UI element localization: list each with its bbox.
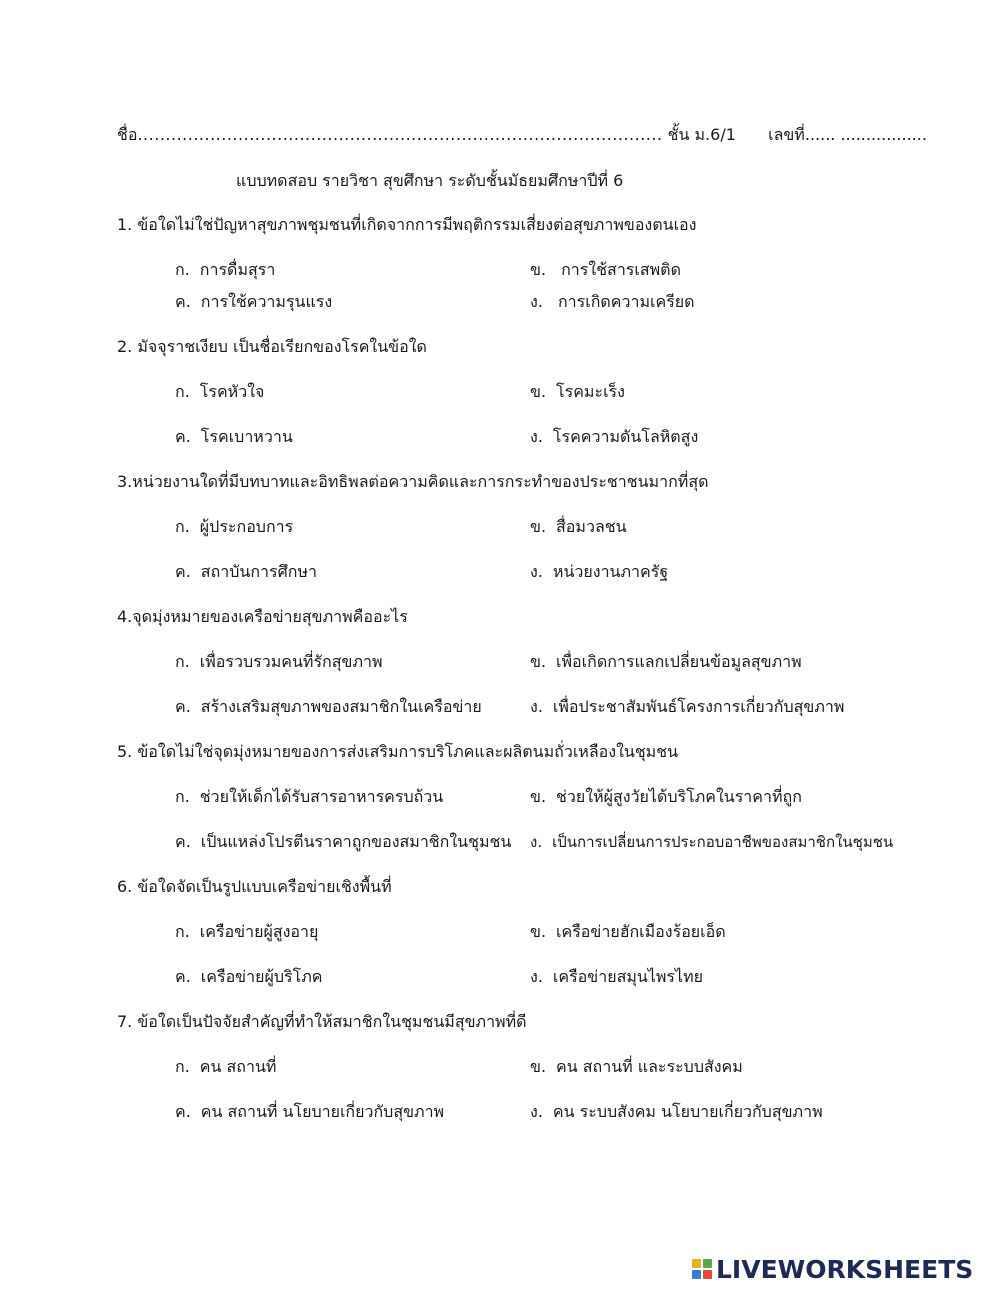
option-letter: ง. bbox=[530, 427, 543, 446]
option-text: สื่อมวลชน bbox=[556, 517, 627, 536]
option-text: คน สถานที่ bbox=[199, 1057, 277, 1076]
question-3-option-d[interactable] bbox=[530, 561, 668, 583]
option-letter: ก. bbox=[175, 517, 190, 536]
question-6-option-a[interactable] bbox=[175, 921, 318, 943]
option-text: โรคความดันโลหิตสูง bbox=[552, 427, 699, 446]
question-3: 3.หน่วยงานใดที่มีบทบาทและอิทธิพลต่อความคิดและการกระทำของประชาชนมากที่สุด bbox=[117, 472, 709, 491]
option-text: เป็นแหล่งโปรตีนราคาถูกของสมาชิกในชุมชน bbox=[200, 832, 512, 851]
logo-square bbox=[692, 1259, 701, 1268]
question-6-option-b[interactable] bbox=[530, 921, 726, 943]
class-label: ชั้น ม.6/1 bbox=[667, 125, 736, 144]
option-letter: ข. bbox=[530, 1057, 547, 1076]
question-7-option-c[interactable] bbox=[175, 1101, 444, 1123]
question-1: 1. ข้อใดไม่ใช่ปัญหาสุขภาพชุมชนที่เกิดจากการมีพฤติกรรมเสี่ยงต่อสุขภาพของตนเอง bbox=[117, 215, 697, 234]
question-6: 6. ข้อใดจัดเป็นรูปแบบเครือข่ายเชิงพื้นที่ bbox=[117, 877, 392, 896]
option-letter: ง. bbox=[530, 697, 543, 716]
option-text: โรคหัวใจ bbox=[199, 382, 265, 401]
liveworksheets-logo-icon bbox=[692, 1259, 712, 1279]
question-3-option-a[interactable] bbox=[175, 516, 293, 538]
question-5-option-c[interactable] bbox=[175, 831, 511, 853]
option-text: การใช้สารเสพติด bbox=[556, 260, 681, 279]
option-letter: ก. bbox=[175, 652, 190, 671]
logo-square bbox=[703, 1259, 712, 1268]
option-text: เครือข่ายผู้บริโภค bbox=[200, 967, 323, 986]
question-4-option-d[interactable] bbox=[530, 696, 844, 718]
student-info-line bbox=[117, 124, 927, 146]
option-letter: ค. bbox=[175, 427, 191, 446]
option-text: เพื่อเกิดการแลกเปลี่ยนข้อมูลสุขภาพ bbox=[556, 652, 802, 671]
logo-square bbox=[703, 1270, 712, 1279]
question-3-option-c[interactable] bbox=[175, 561, 317, 583]
option-text: คน ระบบสังคม นโยบายเกี่ยวกับสุขภาพ bbox=[552, 1102, 823, 1121]
logo-text: LIVEWORKSHEETS bbox=[716, 1254, 974, 1284]
option-text: ช่วยให้ผู้สูงวัยได้บริโภคในราคาที่ถูก bbox=[556, 787, 802, 806]
question-5-option-a[interactable] bbox=[175, 786, 443, 808]
option-letter: ค. bbox=[175, 1102, 191, 1121]
question-4-option-b[interactable] bbox=[530, 651, 802, 673]
option-text: ผู้ประกอบการ bbox=[199, 517, 294, 536]
question-4-option-a[interactable] bbox=[175, 651, 383, 673]
option-letter: ง. bbox=[530, 562, 543, 581]
question-7: 7. ข้อใดเป็นปัจจัยสำคัญที่ทำให้สมาชิกในชุมชนมีสุขภาพที่ดี bbox=[117, 1012, 527, 1031]
option-text: สถาบันการศึกษา bbox=[200, 562, 317, 581]
question-3-option-b[interactable] bbox=[530, 516, 627, 538]
option-letter: ก. bbox=[175, 1057, 190, 1076]
option-letter: ง. bbox=[530, 1102, 543, 1121]
option-text: เครือข่ายผู้สูงอายุ bbox=[199, 922, 319, 941]
option-text: คน สถานที่ นโยบายเกี่ยวกับสุขภาพ bbox=[200, 1102, 445, 1121]
option-text: เพื่อประชาสัมพันธ์โครงการเกี่ยวกับสุขภาพ bbox=[552, 697, 845, 716]
option-letter: ก. bbox=[175, 260, 190, 279]
question-5-option-d[interactable] bbox=[530, 831, 893, 853]
option-letter: ข. bbox=[530, 922, 547, 941]
question-1-option-a[interactable] bbox=[175, 259, 275, 281]
option-letter: ง. bbox=[530, 833, 543, 851]
option-text: เป็นการเปลี่ยนการประกอบอาชีพของสมาชิกในชุมชน bbox=[552, 833, 894, 851]
option-letter: ข. bbox=[530, 517, 547, 536]
question-2: 2. มัจจุราชเงียบ เป็นชื่อเรียกของโรคในข้อใด bbox=[117, 337, 427, 356]
question-6-option-d[interactable] bbox=[530, 966, 703, 988]
option-letter: ง. bbox=[530, 967, 543, 986]
option-letter: ข. bbox=[530, 787, 547, 806]
option-text: สร้างเสริมสุขภาพของสมาชิกในเครือข่าย bbox=[200, 697, 482, 716]
option-letter: ค. bbox=[175, 292, 191, 311]
question-2-option-c[interactable] bbox=[175, 426, 293, 448]
option-letter: ก. bbox=[175, 382, 190, 401]
option-text: โรคเบาหวาน bbox=[200, 427, 293, 446]
name-blank[interactable]: .............................................................................................. bbox=[137, 125, 663, 144]
option-letter: ค. bbox=[175, 832, 191, 851]
question-4: 4.จุดมุ่งหมายของเครือข่ายสุขภาพคืออะไร bbox=[117, 607, 408, 626]
question-7-option-a[interactable] bbox=[175, 1056, 276, 1078]
option-text: หน่วยงานภาครัฐ bbox=[552, 562, 669, 581]
name-label: ชื่อ bbox=[117, 125, 138, 144]
option-text: คน สถานที่ และระบบสังคม bbox=[556, 1057, 743, 1076]
number-label[interactable]: เลขที่...... ................. bbox=[768, 125, 927, 144]
question-6-option-c[interactable] bbox=[175, 966, 322, 988]
option-text: การเกิดความเครียด bbox=[552, 292, 695, 311]
question-2-option-b[interactable] bbox=[530, 381, 625, 403]
question-5-option-b[interactable] bbox=[530, 786, 802, 808]
question-2-option-d[interactable] bbox=[530, 426, 698, 448]
page-title: แบบทดสอบ รายวิชา สุขศึกษา ระดับชั้นมัธยมศึกษาปีที่ 6 bbox=[236, 171, 624, 190]
option-letter: ก. bbox=[175, 787, 190, 806]
question-1-option-b[interactable] bbox=[530, 259, 681, 281]
question-1-option-c[interactable] bbox=[175, 291, 332, 313]
option-text: ช่วยให้เด็กได้รับสารอาหารครบถ้วน bbox=[199, 787, 444, 806]
question-5: 5. ข้อใดไม่ใช่จุดมุ่งหมายของการส่งเสริมการบริโภคและผลิตนมถั่วเหลืองในชุมชน bbox=[117, 742, 679, 761]
option-text: เครือข่ายสมุนไพรไทย bbox=[552, 967, 703, 986]
option-letter: ข. bbox=[530, 260, 547, 279]
option-text: การใช้ความรุนแรง bbox=[200, 292, 333, 311]
option-letter: ค. bbox=[175, 967, 191, 986]
question-1-option-d[interactable] bbox=[530, 291, 695, 313]
option-letter: ก. bbox=[175, 922, 190, 941]
option-letter: ง. bbox=[530, 292, 543, 311]
liveworksheets-logo[interactable] bbox=[692, 1254, 973, 1284]
option-text: การดื่มสุรา bbox=[199, 260, 276, 279]
question-7-option-b[interactable] bbox=[530, 1056, 743, 1078]
option-letter: ค. bbox=[175, 562, 191, 581]
logo-square bbox=[692, 1270, 701, 1279]
option-text: โรคมะเร็ง bbox=[556, 382, 625, 401]
option-letter: ข. bbox=[530, 382, 547, 401]
option-text: เพื่อรวบรวมคนที่รักสุขภาพ bbox=[199, 652, 383, 671]
question-4-option-c[interactable] bbox=[175, 696, 482, 718]
question-7-option-d[interactable] bbox=[530, 1101, 823, 1123]
option-letter: ค. bbox=[175, 697, 191, 716]
option-text: เครือข่ายฮักเมืองร้อยเอ็ด bbox=[556, 922, 726, 941]
option-letter: ข. bbox=[530, 652, 547, 671]
question-2-option-a[interactable] bbox=[175, 381, 264, 403]
